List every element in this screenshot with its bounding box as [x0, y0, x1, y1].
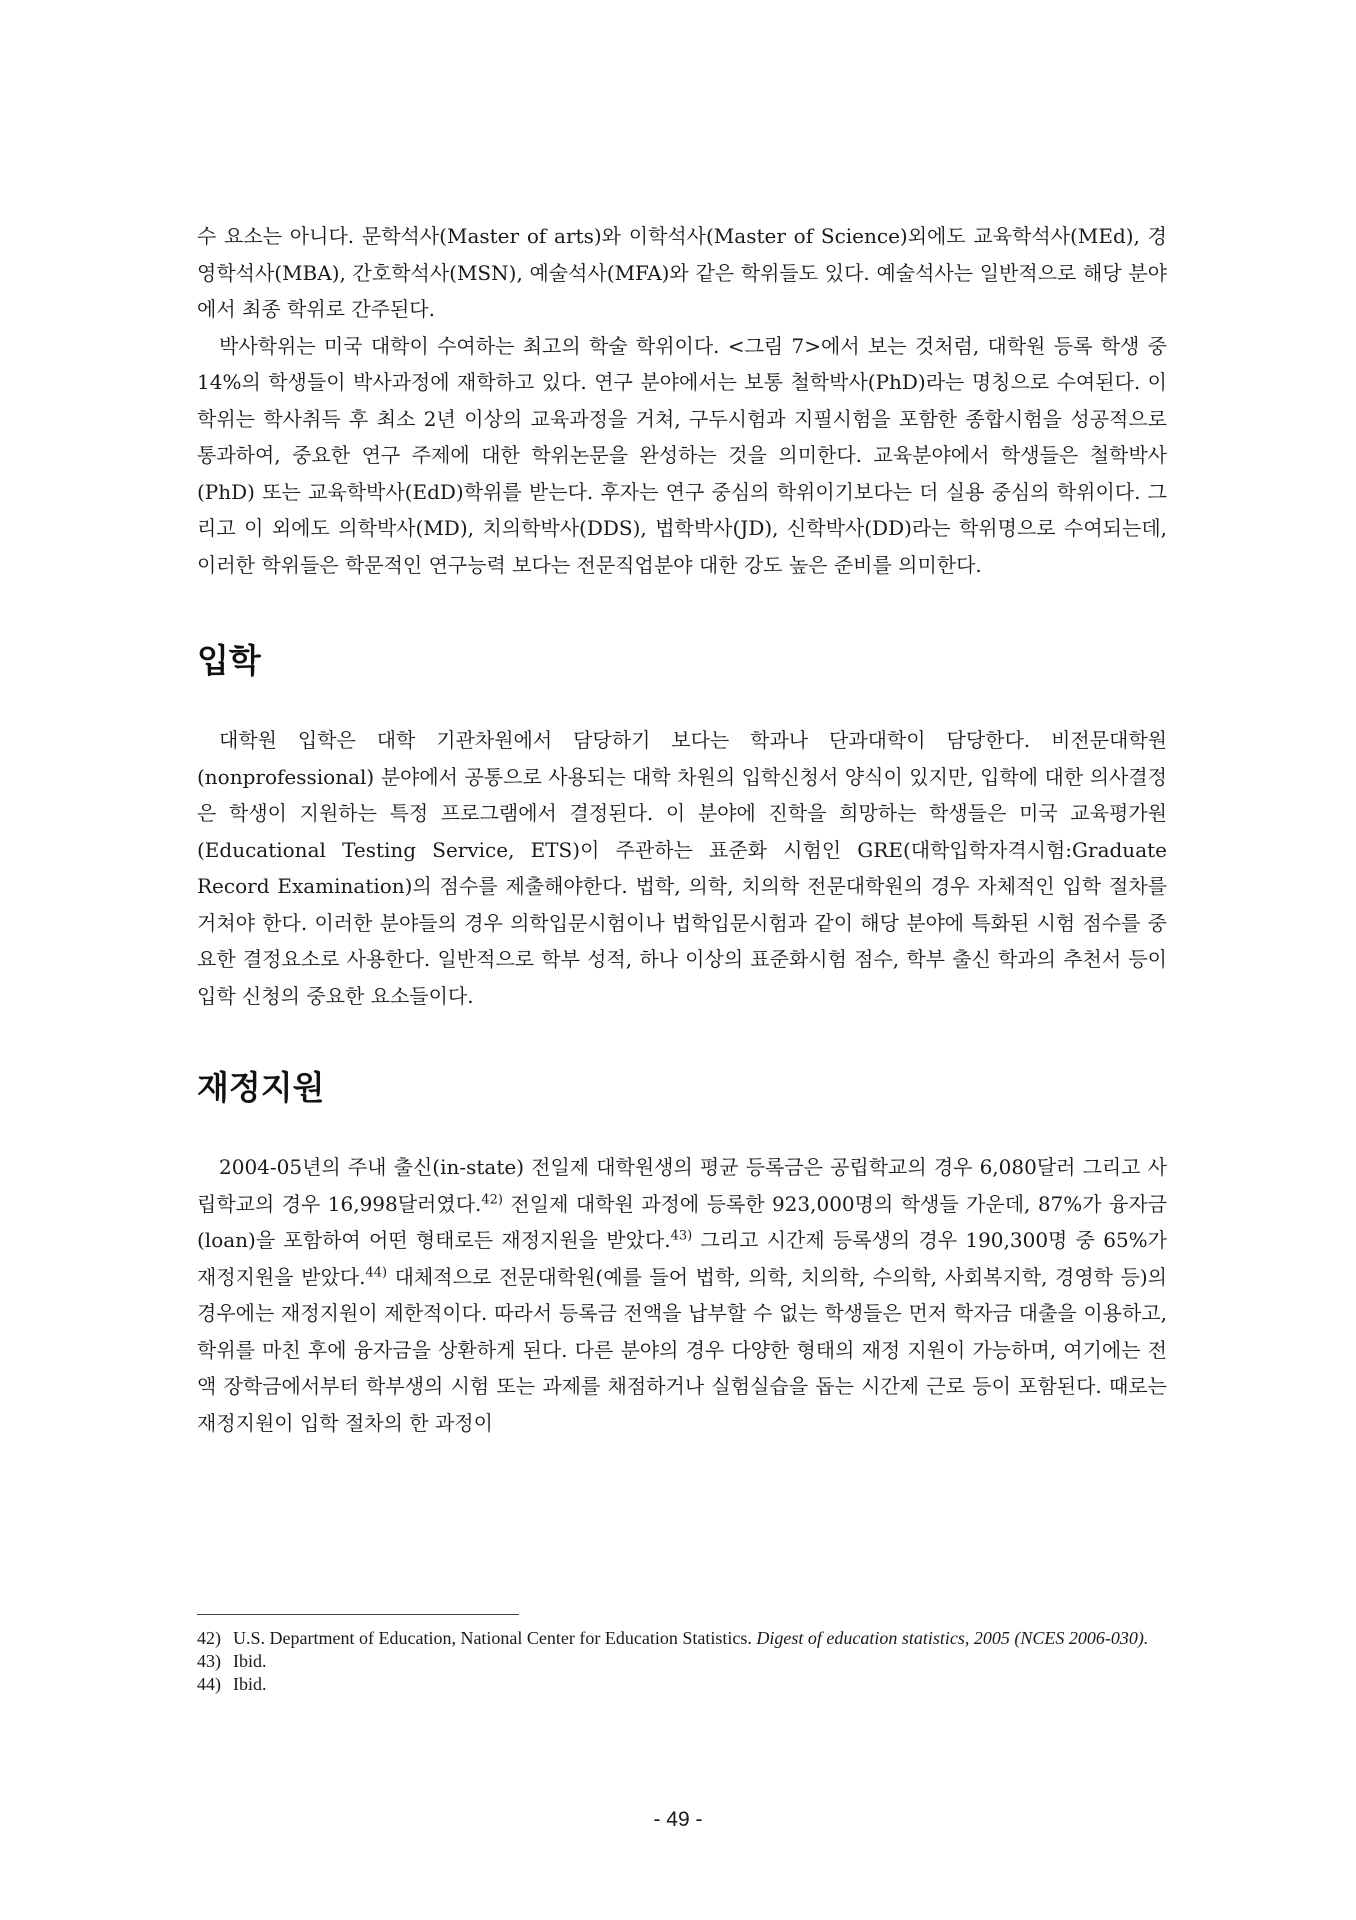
footnote-43 [197, 1650, 1167, 1673]
footnote-number: 42) [197, 1628, 221, 1648]
footnote-ref-44[interactable]: 44) [365, 1264, 388, 1280]
page-number: - 49 - [653, 1808, 703, 1831]
paragraph-masters-degrees: 수 요소는 아니다. 문학석사(Master of arts)와 이학석사(Master of Science)외에도 교육학석사(MEd), 경영학석사(MBA), 간호학석사(MSN), 예술석사(MFA)와 같은 학위들도 있다. 예술석사는 일반적으로 해당 분야에서 최종 학위로 간주된다. [197, 224, 1167, 321]
financial-aid-sentence-4: 대체적으로 전문대학원(예를 들어 법학, 의학, 치의학, 수의학, 사회복지학, 경영학 등)의 경우에는 재정지원이 제한적이다. 따라서 등록금 전액을 납부할 수 없는 학생들은 먼저 학자금 대출을 이용하고, 학위를 마친 후에 융자금을 상환하게 된다. 다른 분야의 경우 다양한 형태의 재정 지원이 가능하며, 여기에는 전액 장학금에서부터 학부생의 시험 또는 과제를 채점하거나 실험실습을 돕는 시간제 근로 등이 포함된다. 때로는 재정지원이 입학 절차의 한 과정이 [197, 1264, 1167, 1435]
footnote-ref-42[interactable]: 42) [481, 1191, 504, 1207]
section-heading-admission: 입학 [197, 641, 261, 680]
paragraph-financial-aid [197, 1149, 1167, 1441]
section-heading-financial-aid: 재정지원 [197, 1068, 325, 1107]
paragraph-admission: 대학원 입학은 대학 기관차원에서 담당하기 보다는 학과나 단과대학이 담당한다. 비전문대학원(nonprofessional) 분야에서 공통으로 사용되는 대학 차원의 입학신청서 양식이 있지만, 입학에 대한 의사결정은 학생이 지원하는 특정 프로그램에서 결정된다. 이 분야에 진학을 희망하는 학생들은 미국 교육평가원(Educational Testing Service, ETS)이 주관하는 표준화 시험인 GRE(대학입학자격시험:Graduate Record Examination)의 점수를 제출해야한다. 법학, 의학, 치의학 전문대학원의 경우 자체적인 입학 절차를 거쳐야 한다. 이러한 분야들의 경우 의학입문시험이나 법학입문시험과 같이 해당 분야에 특화된 시험 점수를 중요한 결정요소로 사용한다. 일반적으로 학부 성적, 하나 이상의 표준화시험 점수, 학부 출신 학과의 추천서 등이 입학 신청의 중요한 요소들이다. [197, 728, 1167, 1008]
footnote-text: U.S. Department of Education, National Center for Education Statistics. [233, 1628, 757, 1648]
footnote-title: Digest of education statistics, 2005 (NCES 2006-030). [756, 1628, 1149, 1648]
footnote-42 [197, 1627, 1167, 1650]
footnote-number: 44) [197, 1674, 221, 1694]
financial-aid-sentence-3: 그리고 시간제 등록생의 경우 190,300명 중 65%가 재정지원을 받았다. [197, 1228, 1167, 1289]
footnote-divider [197, 1614, 519, 1615]
page-body [197, 218, 1167, 1441]
paragraph-doctoral-degrees: 박사학위는 미국 대학이 수여하는 최고의 학술 학위이다. <그림 7>에서 보는 것처럼, 대학원 등록 학생 중 14%의 학생들이 박사과정에 재학하고 있다. 연구 분야에서는 보통 철학박사(PhD)라는 명칭으로 수여된다. 이 학위는 학사취득 후 최소 2년 이상의 교육과정을 거쳐, 구두시험과 지필시험을 포함한 종합시험을 성공적으로 통과하여, 중요한 연구 주제에 대한 학위논문을 완성하는 것을 의미한다. 교육분야에서 학생들은 철학박사(PhD) 또는 교육학박사(EdD)학위를 받는다. 후자는 연구 중심의 학위이기보다는 더 실용 중심의 학위이다. 그리고 이 외에도 의학박사(MD), 치의학박사(DDS), 법학박사(JD), 신학박사(DD)라는 학위명으로 수여되는데, 이러한 학위들은 학문적인 연구능력 보다는 전문직업분야 대한 강도 높은 준비를 의미한다. [197, 333, 1167, 577]
footnote-text: Ibid. [233, 1674, 267, 1694]
footnotes [197, 1627, 1167, 1696]
footnote-number: 43) [197, 1651, 221, 1671]
footnote-ref-43[interactable]: 43) [670, 1228, 693, 1244]
financial-aid-sentence-2: 전일제 대학원 과정에 등록한 923,000명의 학생들 가운데, 87%가 융자금(loan)을 포함하여 어떤 형태로든 재정지원을 받았다. [197, 1191, 1167, 1252]
footnote-text: Ibid. [233, 1651, 267, 1671]
footnote-44 [197, 1673, 1167, 1696]
financial-aid-sentence-1: 2004-05년의 주내 출신(in-state) 전일제 대학원생의 평균 등록금은 공립학교의 경우 6,080달러 그리고 사립학교의 경우 16,998달러였다. [197, 1155, 1167, 1216]
